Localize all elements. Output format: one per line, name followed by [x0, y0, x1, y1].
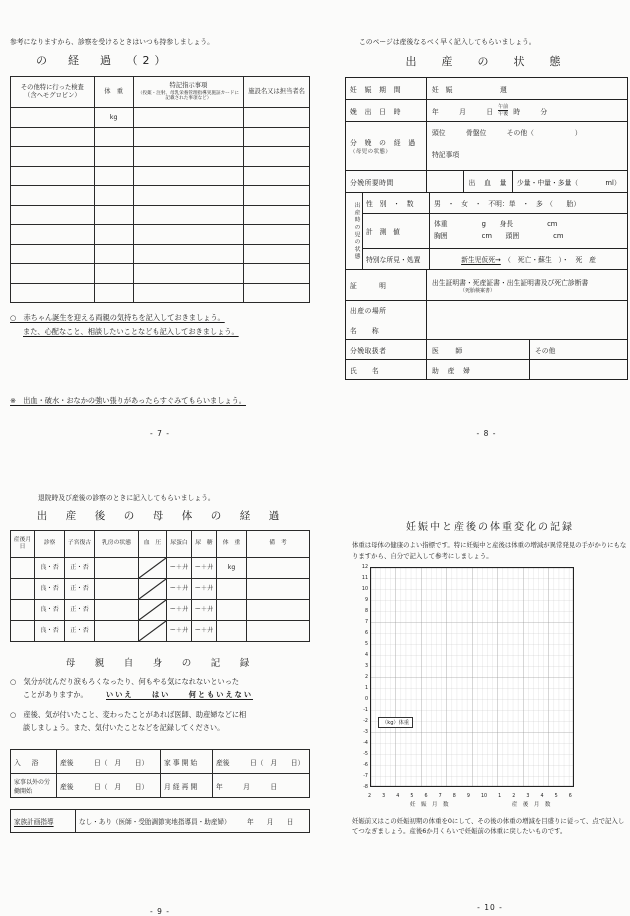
entry-cell	[247, 579, 310, 600]
presentation-options: 頭位 骨盤位 その他（ ）	[432, 129, 582, 137]
entry-cell	[11, 264, 95, 284]
axis-label: 3	[364, 663, 368, 669]
page-number: - 10 -	[477, 903, 503, 912]
bp-diagonal-cell	[139, 558, 167, 579]
doctor-label: 医 師	[427, 340, 530, 359]
page8-header-note: このページは産後なるべく早く記入してもらいましょう。	[359, 38, 536, 46]
entry-cell: 正・否	[65, 621, 95, 642]
col-blood-pressure: 血 圧	[139, 531, 167, 558]
entry-cell	[11, 579, 35, 600]
pregnancy-term-row	[346, 78, 627, 99]
entry-cell	[11, 147, 95, 167]
entry-cell	[244, 264, 310, 284]
table-row	[11, 186, 310, 206]
col-urine-sugar: 尿 糖	[192, 531, 217, 558]
newborn-state-vertical-label: 出産時の児の状態	[346, 193, 363, 269]
family-planning-table	[10, 809, 310, 833]
entry-cell	[133, 225, 244, 245]
outcome-options: （ 死亡・蘇生 ）・ 死 産	[500, 256, 596, 264]
axis-label: -5	[363, 751, 368, 757]
entry-cell	[11, 244, 95, 264]
entry-cell: ー＋廾	[192, 579, 217, 600]
entry-cell	[133, 205, 244, 225]
col-other-tests	[11, 77, 95, 108]
postpartum-months-label: 産 後 月 数	[511, 801, 551, 808]
attendant-row	[346, 339, 627, 359]
entry-cell	[95, 558, 139, 579]
axis-label: 5	[364, 641, 368, 647]
entry-cell	[133, 147, 244, 167]
entry-cell: 特記指示事項	[169, 82, 208, 90]
delivery-date: 年 月 日	[432, 107, 494, 116]
entry-cell: 良・否	[35, 621, 65, 642]
axis-label: -6	[363, 762, 368, 768]
weight-height-line: 体重 g 身長 cm	[434, 220, 558, 229]
housework-value: 産後 日（ 月 日）	[213, 750, 310, 774]
entry-cell	[94, 205, 133, 225]
birth-place-row	[346, 300, 627, 339]
entry-cell: その他特に行った検査	[20, 84, 84, 92]
entry-cell	[244, 166, 310, 186]
axis-label: 1	[364, 685, 368, 691]
chart-grid	[370, 567, 574, 793]
axis-label: 1	[498, 793, 502, 799]
table-row	[11, 225, 310, 245]
entry-cell	[217, 579, 247, 600]
pm-label: 午後	[498, 111, 509, 117]
housework-label: 家事開始	[161, 750, 213, 774]
entry-cell: ○ 赤ちゃん誕生を迎える両親の気持ちを記入しておきましょう。	[10, 313, 225, 322]
entry-cell: また、心配なこと、相談したいことなども記入しておきましょう。	[23, 327, 239, 337]
self-record-title: 母 親 自 身 の 記 録	[65, 658, 255, 669]
entry-cell	[139, 579, 166, 599]
entry-cell	[11, 558, 35, 579]
pregnancy-term-label: 妊 娠 期 間	[346, 78, 427, 99]
entry-cell: ー＋廾	[192, 621, 217, 642]
col-facility: 施設名又は担当者名	[244, 77, 310, 108]
page-number: - 8 -	[476, 429, 497, 438]
page-8	[345, 36, 628, 438]
axis-label: 4	[540, 793, 544, 799]
entry-cell	[94, 283, 133, 303]
question-2	[10, 708, 310, 735]
entry-cell: ー＋廾	[192, 558, 217, 579]
col-exam: 診察	[35, 531, 65, 558]
col-weight: 体 重	[94, 77, 133, 108]
entry-cell	[94, 225, 133, 245]
entry-cell: 談しましょう。また、気付いたことなどを記録してください。	[23, 722, 225, 732]
certificate-subnote: （死胎検案書）	[460, 287, 496, 294]
warning-memo: ※ 出血・破水・おなかの強い張りがあったらすぐみてもらいましょう。	[10, 396, 246, 405]
entry-cell	[244, 186, 310, 206]
grid-paper	[370, 567, 574, 787]
page-number: - 7 -	[150, 429, 170, 438]
bleeding-value: 少量・中量・多量（ ml）	[517, 178, 621, 187]
question-1-continuation: ことがありますか。	[23, 690, 88, 700]
axis-label: 2	[364, 674, 368, 680]
labor-duration-row	[346, 170, 627, 192]
table-row	[11, 264, 310, 284]
axis-label: 3	[382, 793, 386, 799]
entry-cell	[244, 147, 310, 167]
axis-label: 2	[368, 793, 372, 799]
entry-cell	[133, 166, 244, 186]
table-row	[11, 621, 310, 642]
family-planning-value: なし・あり（医師・受胎調節実地指導員・助産婦） 年 月 日	[76, 810, 310, 833]
entry-cell	[133, 264, 244, 284]
axis-label: 0	[364, 696, 368, 702]
table-row	[11, 205, 310, 225]
entry-cell	[244, 283, 310, 303]
attendant-name-row	[346, 359, 627, 379]
col-special-instructions	[133, 77, 244, 108]
menses-value: 年 月 日	[213, 774, 310, 798]
chart-y-axis	[352, 562, 370, 793]
entry-cell: 良・否	[35, 558, 65, 579]
entry-cell: 出産の場所	[350, 307, 387, 315]
entry-cell: 正・否	[65, 600, 95, 621]
table-row	[11, 283, 310, 303]
chart-x-groups	[368, 800, 572, 808]
entry-cell: ○ 産後、気が付いたこと、変わったことがあれば医師、助産婦などに相	[10, 709, 247, 719]
entry-cell	[11, 108, 95, 128]
entry-cell	[11, 283, 95, 303]
entry-cell	[11, 225, 95, 245]
labor-course-value	[427, 122, 627, 170]
chart-x-axis	[368, 794, 572, 799]
birth-place-label	[346, 301, 427, 339]
entry-cell	[11, 531, 310, 558]
bleeding-label: 出 血 量	[464, 171, 513, 192]
entry-cell	[247, 621, 310, 642]
name-label: 氏 名	[346, 360, 427, 379]
am-pm-mark	[498, 104, 508, 118]
family-planning-label: 家族計画指導	[11, 810, 76, 833]
col-urine-protein: 尿蛋白	[167, 531, 192, 558]
axis-label: 3	[526, 793, 530, 799]
page-9	[10, 492, 310, 916]
entry-cell	[217, 600, 247, 621]
axis-label: -1	[363, 707, 368, 713]
labor-value: 産後 日（ 月 日）	[57, 774, 161, 798]
entry-cell	[11, 600, 35, 621]
entry-cell	[247, 558, 310, 579]
birth-place-entry	[427, 301, 627, 339]
bp-diagonal-cell	[139, 579, 167, 600]
col-uterus: 子宮復古	[65, 531, 95, 558]
bp-diagonal-cell	[139, 600, 167, 621]
delivery-datetime-row	[346, 99, 627, 121]
entry-cell	[371, 568, 574, 787]
table-row	[11, 166, 310, 186]
entry-cell	[244, 225, 310, 245]
sex-number-label: 性 別 ・ 数	[363, 193, 430, 213]
entry-cell: （含ヘモグロビン）	[24, 92, 81, 99]
question-1-answers: いいえ はい 何ともいえない	[106, 690, 254, 700]
bath-label: 入 浴	[11, 750, 57, 774]
page8-title: 出 産 の 状 態	[405, 55, 568, 68]
attendant-label: 分娩取扱者	[346, 340, 427, 359]
special-findings-row	[363, 248, 627, 269]
entry-cell	[11, 558, 310, 642]
delivery-time: 時 分	[513, 107, 548, 116]
entry-cell	[11, 77, 310, 108]
newborn-state-block	[346, 192, 627, 269]
axis-label: 4	[396, 793, 400, 799]
measurements-row	[363, 213, 627, 248]
axis-label: 5	[554, 793, 558, 799]
special-findings-label: 特別な所見・処置	[363, 249, 430, 269]
entry-cell	[11, 750, 310, 798]
certificate-value	[427, 270, 627, 300]
midwife-label: 助 産 婦	[427, 360, 530, 379]
entry-cell: 分 娩 の 経 過	[350, 139, 416, 147]
measurements-value	[430, 214, 627, 248]
entry-cell	[95, 600, 139, 621]
axis-label: 8	[364, 608, 368, 614]
pregnancy-term-value: 妊 娠 週	[432, 85, 507, 94]
entry-cell	[217, 621, 247, 642]
entry-cell	[244, 127, 310, 147]
chart-unit-legend: （kg）体重	[378, 717, 413, 728]
entry-cell: ー＋廾	[192, 600, 217, 621]
axis-label: 9	[466, 793, 470, 799]
axis-label: 2	[512, 793, 516, 799]
entry-cell	[244, 108, 310, 128]
col-remarks: 備 考	[247, 531, 310, 558]
entry-cell	[133, 127, 244, 147]
delivery-datetime-value	[427, 100, 627, 121]
labor-course-row	[346, 121, 627, 170]
entry-cell	[139, 600, 166, 620]
axis-label: 7	[364, 619, 368, 625]
entry-cell	[244, 244, 310, 264]
axis-label: 6	[364, 630, 368, 636]
axis-label: 12	[361, 564, 368, 570]
entry-cell: ー＋廾	[167, 600, 192, 621]
entry-cell: 正・否	[65, 558, 95, 579]
labor-label: 家事以外の労働開始	[11, 774, 57, 798]
entry-cell: 正・否	[65, 579, 95, 600]
col-weight: 体 重	[217, 531, 247, 558]
table-row	[11, 750, 310, 774]
table-row	[11, 600, 310, 621]
axis-label: 5	[410, 793, 414, 799]
entry-cell: ー＋廾	[167, 558, 192, 579]
labor-duration-entry	[427, 171, 464, 192]
entry-cell	[247, 600, 310, 621]
table-row	[11, 244, 310, 264]
axis-label: -4	[363, 740, 368, 746]
col-breast: 乳房の状態	[95, 531, 139, 558]
chest-head-line: 胸囲 cm 頭囲 cm	[434, 232, 564, 240]
entry-cell: 良・否	[35, 579, 65, 600]
chart-intro-text: 体重は母体の健康のよい指標です。特に妊娠中と産後は体重の増減が異常発見の手がかりにもなりますから、自分で記入して参考にしましょう。	[352, 541, 627, 560]
postpartum-table-header	[11, 531, 310, 558]
entry-cell	[11, 621, 35, 642]
entry-cell	[133, 283, 244, 303]
progress-table	[10, 76, 310, 303]
entry-cell	[94, 147, 133, 167]
table-row	[11, 810, 310, 833]
sex-number-row	[363, 193, 627, 213]
entry-cell	[11, 186, 95, 206]
entry-cell	[94, 166, 133, 186]
axis-label: 7	[438, 793, 442, 799]
table-row	[11, 108, 310, 128]
menses-label: 月経再開	[161, 774, 213, 798]
recovery-schedule-table	[10, 749, 310, 798]
axis-label: 10	[481, 793, 488, 799]
axis-label: -7	[363, 773, 368, 779]
axis-label: -2	[363, 718, 368, 724]
special-findings-value	[430, 249, 627, 269]
parents-feelings-memo	[10, 311, 310, 339]
question-1	[10, 675, 310, 702]
table-row	[11, 127, 310, 147]
page9-title: 出 産 後 の 母 体 の 経 過	[36, 510, 284, 522]
entry-cell	[363, 193, 627, 269]
axis-label: 6	[424, 793, 428, 799]
entry-cell	[133, 108, 244, 128]
entry-cell	[133, 244, 244, 264]
axis-label: 10	[361, 586, 368, 592]
entry-cell: （母児の状態）	[350, 149, 392, 155]
col-postpartum-date: 産後月日	[11, 531, 35, 558]
diagonal-line-icon	[139, 621, 166, 641]
axis-label: 8	[452, 793, 456, 799]
entry-cell	[11, 127, 95, 147]
axis-label: 4	[364, 652, 368, 658]
labor-duration-label: 分娩所要時間	[346, 171, 427, 192]
special-remarks-label: 特記事項	[432, 151, 460, 159]
kg-unit-cell: kg	[94, 108, 133, 128]
entry-cell: 良・否	[35, 600, 65, 621]
diagonal-line-icon	[139, 579, 166, 599]
entry-cell	[244, 205, 310, 225]
entry-cell	[23, 688, 310, 701]
certificate-label: 証 明	[346, 270, 427, 300]
chart-instructions: 妊娠前又はこの妊娠初期の体重を0にして、その後の体重の増減を目盛りに従って、点で記入してつなぎましょう。産後6か月くらいで妊娠前の体重に戻したいものです。	[352, 816, 625, 836]
certificate-row	[346, 269, 627, 300]
entry-cell	[94, 127, 133, 147]
entry-cell: ○ 気分が沈んだり涙もろくなったり、何もやる気になれないといった	[10, 677, 240, 686]
entry-cell	[95, 621, 139, 642]
table-row	[11, 774, 310, 798]
page9-header-note: 退院時及び産後の診察のときに記入してもらいましょう。	[38, 494, 215, 502]
pregnancy-months-label: 妊 娠 月 数	[409, 801, 449, 808]
kg-unit-cell: kg	[217, 558, 247, 579]
entry-cell	[133, 186, 244, 206]
page10-title: 妊娠中と産後の体重変化の記録	[406, 522, 574, 533]
entry-cell	[11, 108, 310, 303]
certificate-types: 出生証明書・死産証書・出生証明書及び死亡診断書	[432, 278, 589, 287]
bath-value: 産後 日（ 月 日）	[57, 750, 161, 774]
entry-cell	[139, 621, 166, 641]
am-label: 午前	[498, 103, 509, 110]
entry-cell: （投薬・注射、母乳栄養管理指導実施証カードに記載された事項など）	[137, 91, 239, 102]
bp-diagonal-cell	[139, 621, 167, 642]
page-number: - 9 -	[150, 907, 170, 916]
asphyxia-label: 新生児仮死→	[461, 256, 501, 264]
entry-cell	[95, 579, 139, 600]
axis-label: 11	[361, 575, 368, 581]
diagonal-line-icon	[139, 558, 166, 578]
axis-label: -3	[363, 729, 368, 735]
axis-label: -8	[363, 784, 368, 790]
table-row	[11, 147, 310, 167]
entry-cell	[11, 205, 95, 225]
entry-cell	[94, 264, 133, 284]
axis-label: 6	[568, 793, 572, 799]
page7-header-note: 参考になりますから、診察を受けるときはいつも持参しましょう。	[10, 38, 214, 46]
entry-cell	[11, 166, 95, 186]
page-7	[10, 36, 310, 438]
entry-cell	[94, 244, 133, 264]
other-entry	[530, 360, 627, 379]
diagonal-line-icon	[139, 600, 166, 620]
weight-chart	[352, 564, 628, 793]
place-name-label: 名 称	[350, 327, 380, 335]
progress-table-header	[11, 77, 310, 108]
measurements-label: 計 測 値	[363, 214, 430, 248]
delivery-datetime-label: 娩 出 日 時	[346, 100, 427, 121]
table-row	[11, 558, 310, 579]
sex-number-value: 男 ・ 女 ・ 不明：単 ・ 多 （ 胎）	[434, 200, 581, 208]
entry-cell	[94, 186, 133, 206]
entry-cell	[139, 558, 166, 578]
page-10	[352, 518, 628, 912]
labor-course-label	[346, 122, 427, 170]
entry-cell: ー＋廾	[167, 579, 192, 600]
entry-cell: ー＋廾	[167, 621, 192, 642]
other-label: その他	[535, 346, 556, 355]
birth-status-form	[345, 77, 628, 380]
entry-cell	[11, 810, 310, 833]
page7-title: の 経 過 （2）	[36, 54, 171, 67]
axis-label: 9	[364, 597, 368, 603]
postpartum-table	[10, 530, 310, 642]
table-row	[11, 579, 310, 600]
